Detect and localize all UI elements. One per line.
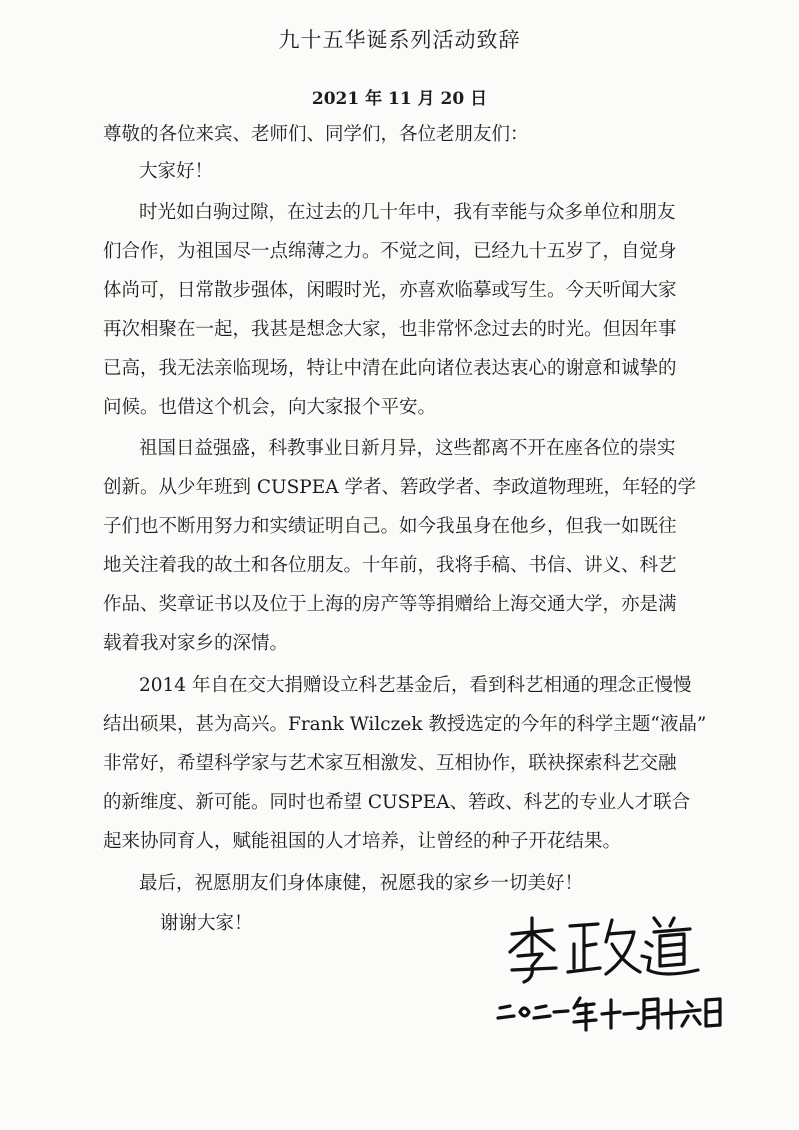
paragraph-3-line-2: 结出硕果，甚为高兴。Frank Wilczek 教授选定的今年的科学主题“液晶”	[103, 714, 707, 735]
paragraph-3-line-4: 的新维度、新可能。同时也希望 CUSPEA、箬政、科艺的专业人才联合	[103, 792, 691, 813]
paragraph-3-line-1: 2014 年自在交大捐赠设立科艺基金后，看到科艺相通的理念正慢慢	[139, 675, 692, 696]
handwritten-signature	[494, 912, 724, 1032]
paragraph-2-line-4: 地关注着我的故土和各位朋友。十年前，我将手稿、书信、讲义、科艺	[103, 555, 677, 576]
paragraph-2-line-1: 祖国日益强盛，科教事业日新月异，这些都离不开在座各位的崇实	[139, 438, 676, 459]
salutation: 尊敬的各位来宾、老师们、同学们，各位老朋友们：	[103, 124, 529, 145]
paragraph-1-line-6: 问候。也借这个机会，向大家报个平安。	[103, 397, 437, 418]
paragraph-1-line-2: 们合作，为祖国尽一点绵薄之力。不觉之间，已经九十五岁了，自觉身	[103, 241, 677, 262]
paragraph-1-line-1: 时光如白驹过隙，在过去的几十年中，我有幸能与众多单位和朋友	[139, 202, 676, 223]
paragraph-2-line-6: 载着我对家乡的深情。	[103, 633, 289, 654]
paragraph-1-line-5: 已高，我无法亲临现场，特让中清在此向诸位表达衷心的谢意和诚挚的	[103, 358, 677, 379]
paragraph-2-line-5: 作品、奖章证书以及位于上海的房产等等捐赠给上海交通大学，亦是满	[103, 594, 677, 615]
paragraph-1-line-4: 再次相聚在一起，我甚是想念大家，也非常怀念过去的时光。但因年事	[103, 319, 677, 340]
greeting: 大家好！	[139, 161, 214, 182]
document-title: 九十五华诞系列活动致辞	[278, 28, 521, 52]
paragraph-2-line-3: 子们也不断用努力和实绩证明自己。如今我虽身在他乡，但我一如既往	[103, 516, 677, 537]
thanks-line: 谢谢大家！	[160, 913, 253, 934]
paragraph-3-line-3: 非常好，希望科学家与艺术家互相激发、互相协作，联袂探索科艺交融	[103, 753, 677, 774]
document-date: 2021 年 11 月 20 日	[311, 89, 488, 109]
paragraph-2-line-2: 创新。从少年班到 CUSPEA 学者、箬政学者、李政道物理班，年轻的学	[103, 477, 696, 498]
closing-line: 最后，祝愿朋友们身体康健，祝愿我的家乡一切美好！	[139, 873, 584, 894]
paragraph-3-line-5: 起来协同育人，赋能祖国的人才培养，让曾经的种子开花结果。	[103, 831, 622, 852]
paragraph-1-line-3: 体尚可，日常散步强体，闲暇时光，亦喜欢临摹或写生。今天听闻大家	[103, 280, 677, 301]
